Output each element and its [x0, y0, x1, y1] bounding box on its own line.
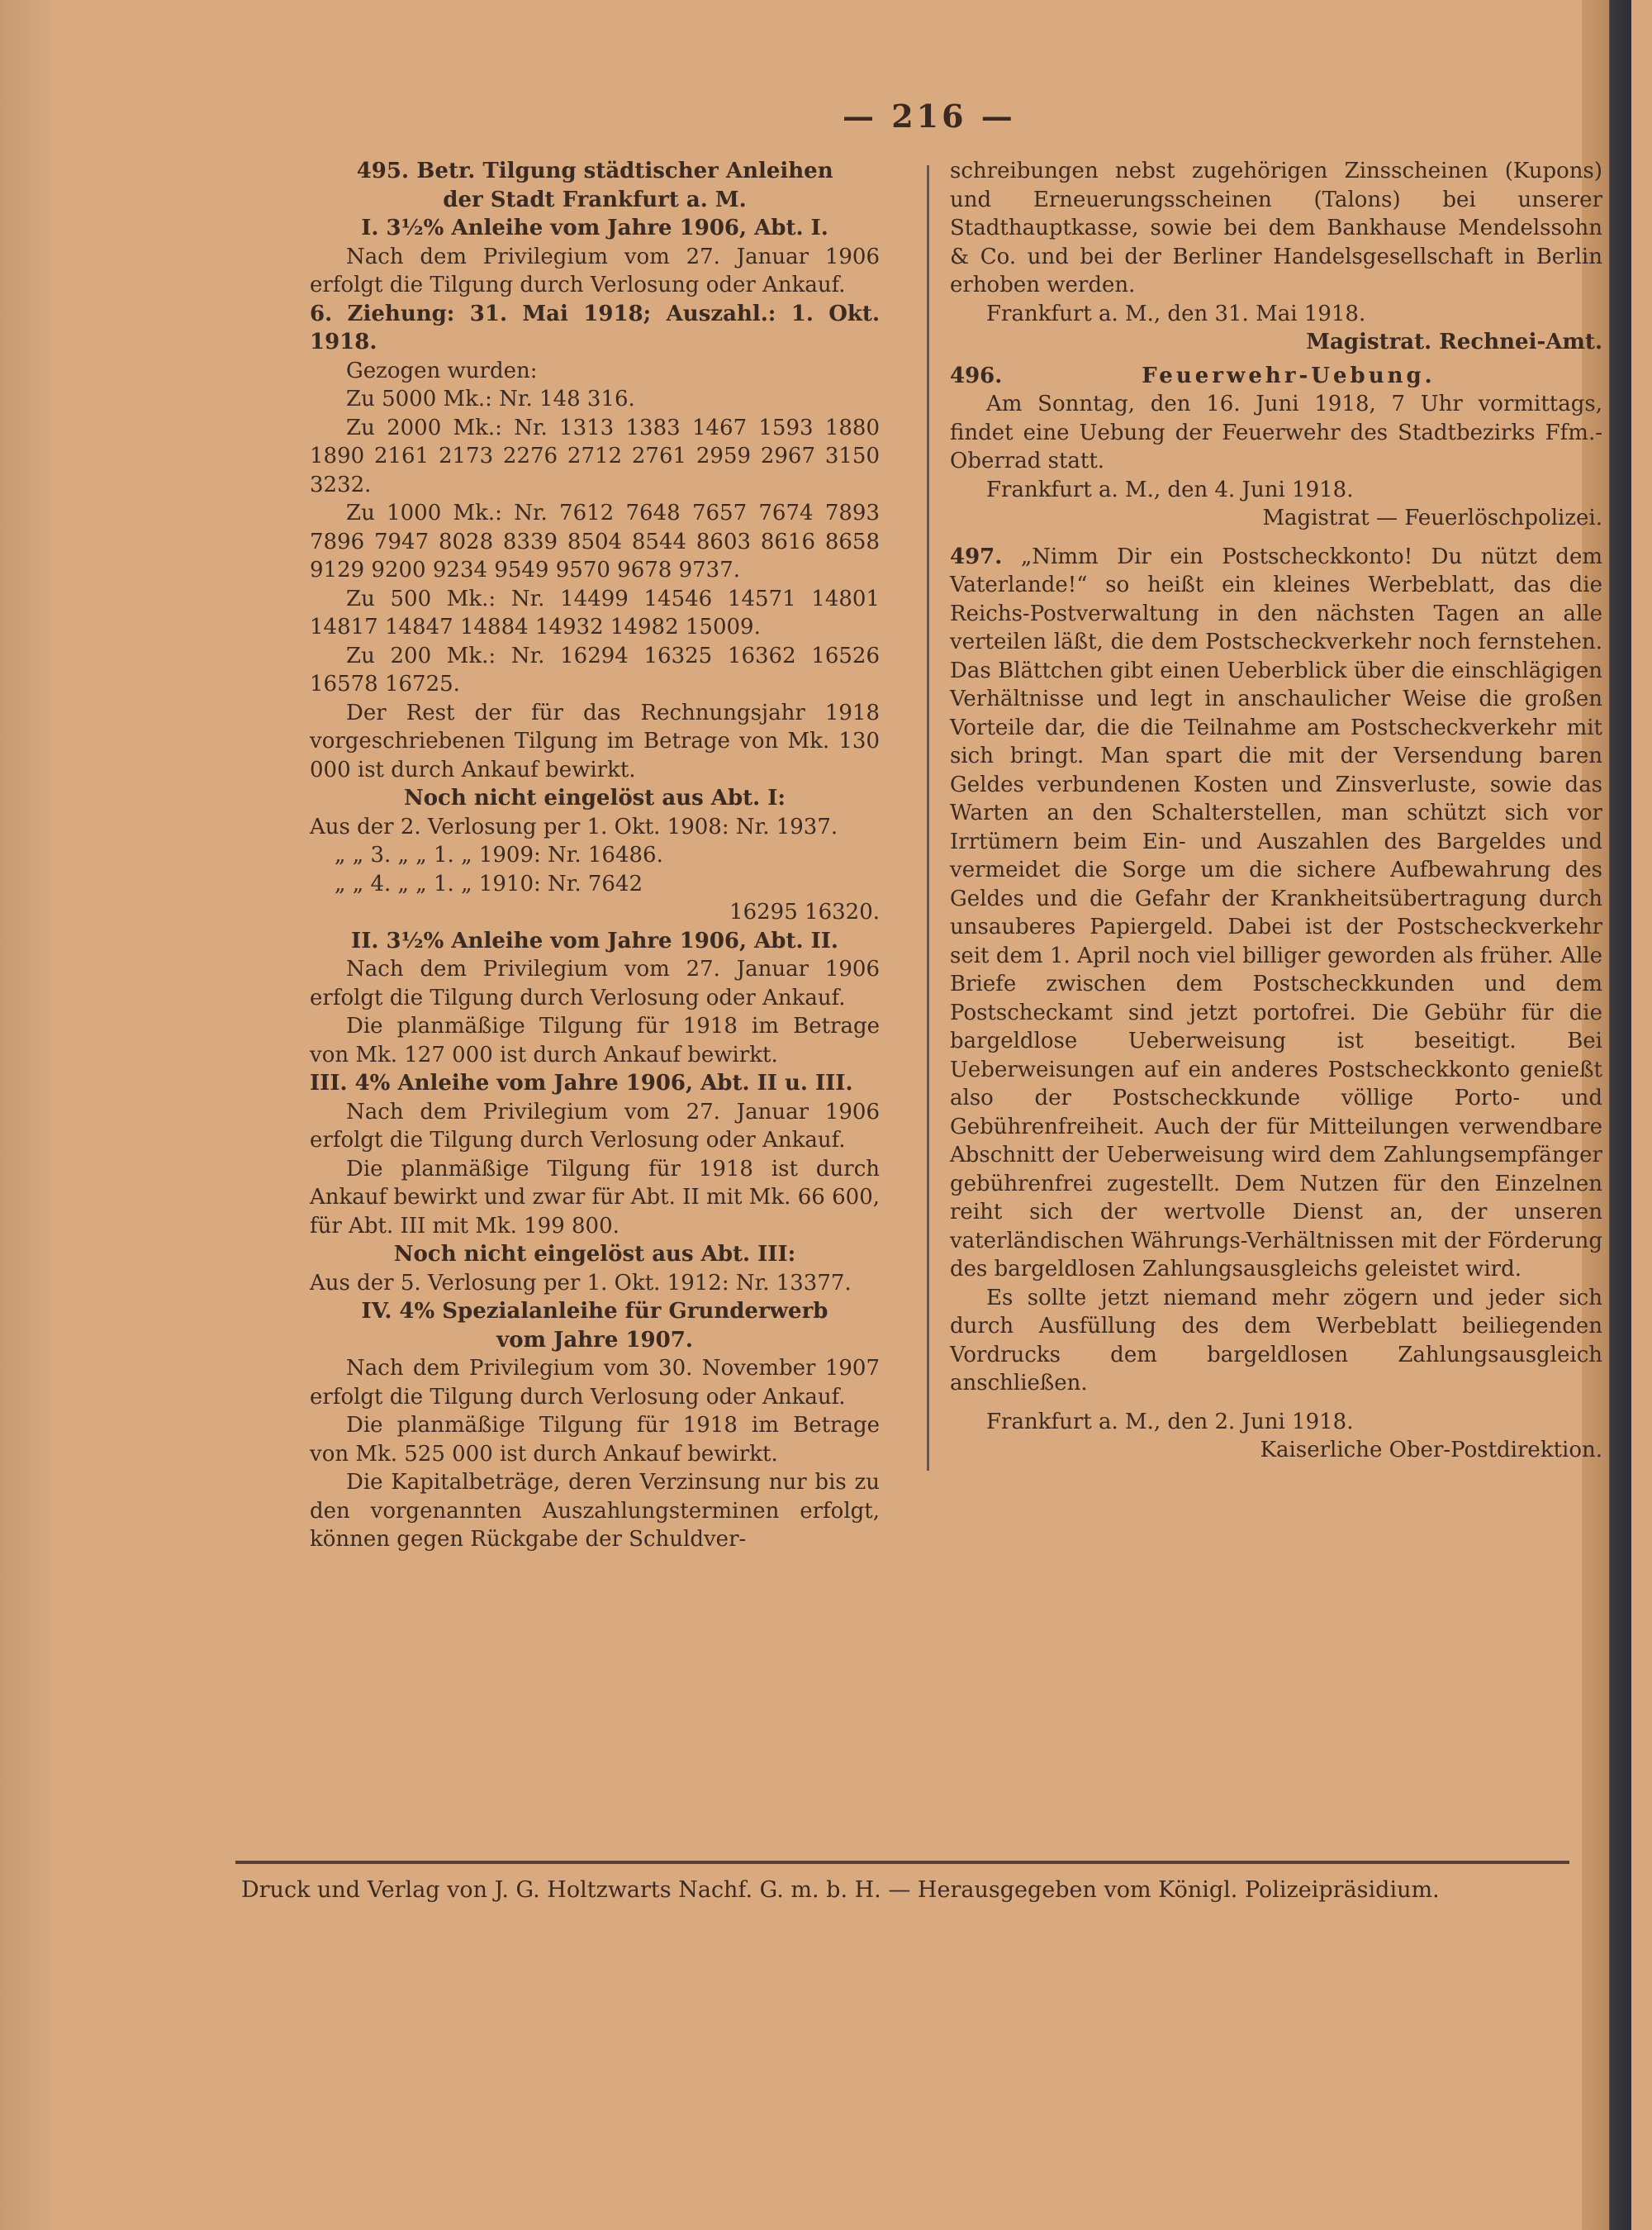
subheading: Noch nicht eingelöst aus Abt. III:: [393, 1242, 796, 1267]
notice-496-title: 496. Feuerwehr-Uebung.: [950, 362, 1602, 391]
notice-number: 497.: [950, 544, 1003, 569]
paragraph: Die planmäßige Tilgung für 1918 im Betrage von Mk. 127 000 ist durch Ankauf bewirkt.: [310, 1014, 880, 1067]
paragraph: Am Sonntag, den 16. Juni 1918, 7 Uhr vormittags, findet eine Uebung der Feuerwehr des Stadtbezirks Ffm.-Oberrad statt.: [950, 392, 1602, 473]
footer-rule: [235, 1861, 1569, 1864]
unredeemed-line: 16295 16320.: [729, 900, 880, 925]
paragraph: Die Kapitalbeträge, deren Verzinsung nur bis zu den vorgenannten Auszahlungsterminen erfolgt, können gegen Rückgabe der Schuldver-: [310, 1470, 880, 1552]
unredeemed-line: Aus der 5. Verlosung per 1. Okt. 1912: Nr. 13377.: [310, 1270, 852, 1296]
section-heading: vom Jahre 1907.: [496, 1327, 693, 1353]
paragraph: Der Rest der für das Rechnungsjahr 1918 vorgeschriebenen Tilgung im Betrage von Mk. 130 000 ist durch Ankauf bewirkt.: [310, 700, 880, 782]
paragraph: Die planmäßige Tilgung für 1918 im Betrage von Mk. 525 000 ist durch Ankauf bewirkt.: [310, 1413, 880, 1467]
number-list: Zu 1000 Mk.: Nr. 7612 7648 7657 7674 7893 7896 7947 8028 8339 8504 8544 8603 8616 8658 9129 9200 9234 9549 9570 9678 9737.: [310, 501, 880, 582]
left-column: [310, 157, 880, 1554]
notice-497: 497. „Nimm Dir ein Postscheckkonto! Du nützt dem Vaterlande!“ so heißt ein kleines Werbeblatt, das die Reichs-Postverwaltung in den nächsten Tagen an alle verteilen läßt, die dem Postscheckverkehr noch fernstehen. Das Blättchen gibt einen Ueberblick über die einschlägigen Verhältnisse und legt in anschaulicher Weise die großen Vorteile dar, die die Teilnahme am Postscheckverkehr mit sich bringt. Man spart die mit der Versendung baren Geldes verbundenen Kosten und Zinsverluste, sowie das Warten an den Schalterstellen, man schützt sich vor Irrtümern beim Ein- und Auszahlen des Bargeldes und vermeidet die Sorge um die sichere Aufbewahrung des Geldes und die Gefahr der Krankheitsübertragung durch unsauberes Papiergeld. Dabei ist der Postscheckverkehr seit dem 1. April noch viel billiger geworden als früher. Alle Briefe zwischen dem Postscheckkunden und dem Postscheckamt sind jetzt portofrei. Die Gebühr für die bargeldlose Ueberweisung ist beseitigt. Bei Ueberweisungen auf ein anderes Postscheckkonto genießt also der Postscheckkunde völlige Porto- und Gebührenfreiheit. Auch der für Mitteilungen verwendbare Abschnitt der Ueberweisung wird dem Zahlungsempfänger gebührenfrei zugestellt. Dem Nutzen für den Einzelnen reiht sich der wertvolle Dienst an, der unseren vaterländischen Währungs-Verhältnissen mit der Förderung des bargeldlosen Zahlungsausgleichs geleistet wird.: [950, 544, 1602, 1281]
place-date: Frankfurt a. M., den 2. Juni 1918.: [986, 1409, 1354, 1434]
notice-number: 495.: [356, 159, 410, 183]
signature: Kaiserliche Ober-Postdirektion.: [1260, 1438, 1602, 1462]
book-spine: [0, 0, 51, 2230]
paragraph: Nach dem Privilegium vom 27. Januar 1906 erfolgt die Tilgung durch Verlosung oder Ankauf.: [310, 1099, 880, 1153]
paragraph: Es sollte jetzt niemand mehr zögern und jeder sich durch Ausfüllung des dem Werbeblatt beiliegenden Vordrucks dem bargeldlosen Zahlungsausgleich anschließen.: [950, 1285, 1602, 1396]
unredeemed-line: „ „ 4. „ „ 1. „ 1910: Nr. 7642: [335, 871, 643, 896]
signature: Magistrat — Feuerlöschpolizei.: [1262, 506, 1602, 530]
section-heading: I. 3½% Anleihe vom Jahre 1906, Abt. I.: [361, 216, 828, 240]
drawing-info: 6. Ziehung: 31. Mai 1918; Auszahl.: 1. Okt. 1918.: [310, 301, 880, 354]
paragraph: Nach dem Privilegium vom 30. November 1907 erfolgt die Tilgung durch Verlosung oder Ankauf.: [310, 1356, 880, 1410]
paragraph: Gezogen wurden:: [346, 358, 538, 383]
unredeemed-line: Aus der 2. Verlosung per 1. Okt. 1908: Nr. 1937.: [310, 814, 838, 839]
paragraph: schreibungen nebst zugehörigen Zinsscheinen (Kupons) und Erneuerungsscheinen (Talons) bei unserer Stadthauptkasse, sowie bei dem Bankhause Mendelssohn & Co. und bei der Berliner Handelsgesellschaft in Berlin erhoben werden.: [950, 159, 1602, 297]
paragraph: Die planmäßige Tilgung für 1918 ist durch Ankauf bewirkt und zwar für Abt. II mit Mk. 66 600, für Abt. III mit Mk. 199 800.: [310, 1156, 880, 1239]
number-list: Zu 200 Mk.: Nr. 16294 16325 16362 16526 16578 16725.: [310, 643, 880, 697]
page-number: — 216 —: [843, 97, 1016, 135]
number-list: Zu 2000 Mk.: Nr. 1313 1383 1467 1593 1880 1890 2161 2173 2276 2712 2761 2959 2967 3150 3232.: [310, 415, 880, 497]
subheading: Noch nicht eingelöst aus Abt. I:: [403, 786, 786, 811]
notice-number: 496.: [950, 363, 1003, 388]
paragraph: Nach dem Privilegium vom 27. Januar 1906 erfolgt die Tilgung durch Verlosung oder Ankauf.: [310, 244, 880, 297]
signature: Magistrat. Rechnei-Amt.: [1306, 330, 1602, 354]
section-heading: II. 3½% Anleihe vom Jahre 1906, Abt. II.: [351, 928, 838, 953]
number-list: Zu 500 Mk.: Nr. 14499 14546 14571 14801 14817 14847 14884 14932 14982 15009.: [310, 586, 880, 640]
notice-495-subtitle: der Stadt Frankfurt a. M.: [443, 187, 747, 212]
right-column: [950, 157, 1602, 1465]
number-list: Zu 5000 Mk.: Nr. 148 316.: [346, 387, 635, 411]
section-heading: III. 4% Anleihe vom Jahre 1906, Abt. II u. III.: [310, 1071, 853, 1096]
column-divider: [927, 165, 929, 1471]
place-date: Frankfurt a. M., den 31. Mai 1918.: [986, 301, 1366, 326]
paragraph: Nach dem Privilegium vom 27. Januar 1906 erfolgt die Tilgung durch Verlosung oder Ankauf.: [310, 957, 880, 1010]
imprint-footer: Druck und Verlag von J. G. Holtzwarts Nachf. G. m. b. H. — Herausgegeben vom Königl. Polizeipräsidium.: [241, 1877, 1440, 1903]
unredeemed-line: „ „ 3. „ „ 1. „ 1909: Nr. 16486.: [335, 843, 663, 868]
section-heading: IV. 4% Spezialanleihe für Grunderwerb: [361, 1299, 828, 1324]
notice-495-title: 495. Betr. Tilgung städtischer Anleihen: [310, 157, 880, 186]
place-date: Frankfurt a. M., den 4. Juni 1918.: [986, 477, 1354, 502]
